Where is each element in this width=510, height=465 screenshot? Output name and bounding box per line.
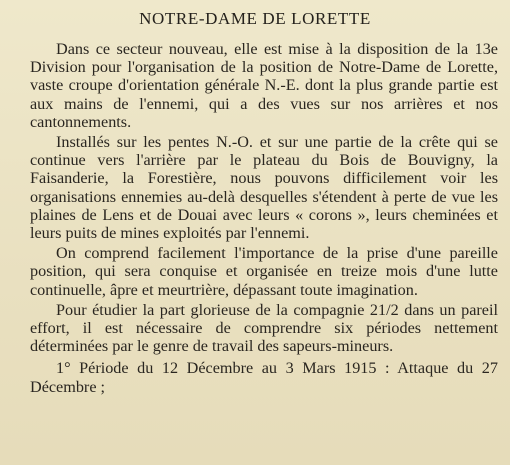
document-body [30, 40, 498, 398]
paragraph: 1° Période du 12 Décembre au 3 Mars 1915 : Attaque du 27 Décembre ; [30, 359, 498, 396]
paragraph: Dans ce secteur nouveau, elle est mise à la disposition de la 13e Division pour l'organisation de la position de Notre-Dame de Lorette, vaste croupe d'orientation générale N.-E. dont la plus grande partie est aux mains de l'ennemi, qui a des vues sur nos arrières et nos cantonnements. [30, 40, 498, 131]
section-title: NOTRE-DAME DE LORETTE [139, 9, 371, 28]
paragraph: Pour étudier la part glorieuse de la compagnie 21/2 dans un pareil effort, il est nécessaire de comprendre six périodes nettement déterminées par le genre de travail des sapeurs-mineurs. [30, 300, 498, 356]
paragraph: On comprend facilement l'importance de la prise d'une pareille position, qui sera conquise et organisée en treize mois d'une lutte continuelle, âpre et meurtrière, dépassant toute imagination. [30, 244, 498, 299]
paragraph: Installés sur les pentes N.-O. et sur une partie de la crête qui se continue vers l'arrière par le plateau du Bois de Bouvigny, la Faisanderie, la Forestière, nous pouvons difficilement voir les organisations ennemies au-delà desquelles s'étendent à perte de vue les plaines de Lens et de Douai avec leurs « corons », leurs cheminées et leurs puits de mines exploités par l'ennemi. [30, 133, 498, 243]
